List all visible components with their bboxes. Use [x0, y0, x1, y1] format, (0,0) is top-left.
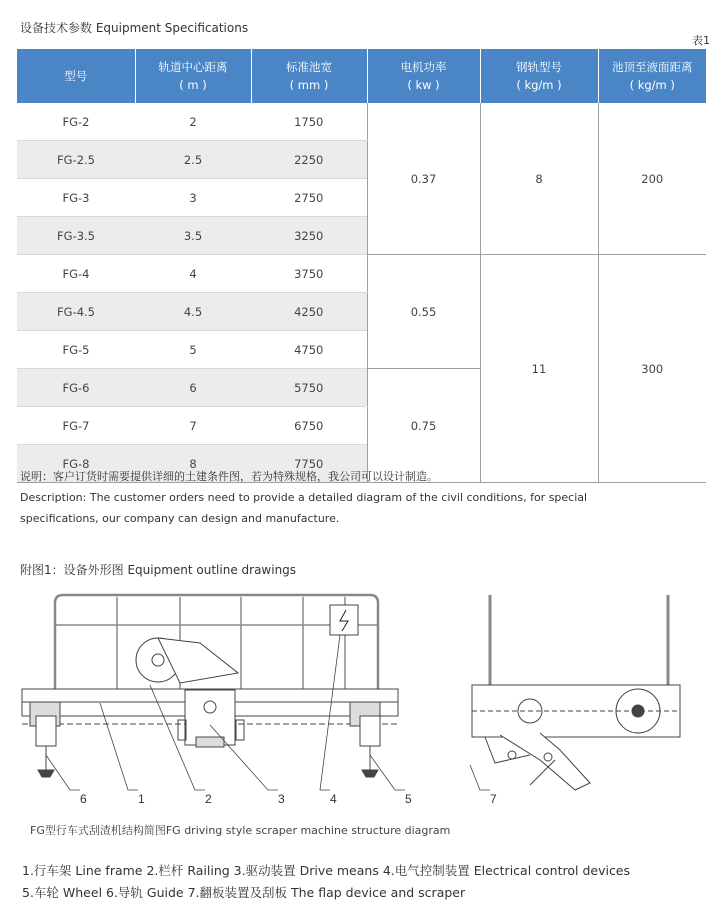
note-cn: 说明：客户订货时需要提供详细的土建条件图，若为特殊规格，我公司可以设计制造。 [20, 470, 438, 483]
cell-model: FG-3.5 [17, 217, 135, 255]
cell-model: FG-8 [17, 445, 135, 483]
column-header: 电机功率 ( kw ) [367, 49, 480, 103]
cell-distance: 300 [598, 255, 706, 483]
callout-numbers [80, 792, 497, 806]
cell-rail: 2 [135, 103, 251, 141]
callout-5: 5 [405, 792, 412, 806]
cell-width: 7750 [251, 445, 367, 483]
cell-width: 4250 [251, 293, 367, 331]
callout-2: 2 [205, 792, 212, 806]
cell-power: 0.37 [367, 103, 480, 255]
drawing-title: 附图1：设备外形图 Equipment outline drawings [20, 563, 297, 577]
cell-width: 3250 [251, 217, 367, 255]
cell-power: 0.55 [367, 255, 480, 369]
callout-3: 3 [278, 792, 285, 806]
cell-model: FG-3 [17, 179, 135, 217]
cell-width: 1750 [251, 103, 367, 141]
wheel-right [360, 716, 380, 777]
cell-rail: 6 [135, 369, 251, 407]
column-header: 钢轨型号 ( kg/m ) [480, 49, 598, 103]
cell-rail: 5 [135, 331, 251, 369]
cell-rail: 2.5 [135, 141, 251, 179]
column-header: 型号 [17, 49, 135, 103]
table-row [17, 255, 706, 293]
cell-rail: 3 [135, 179, 251, 217]
legend-line2: 5.车轮 Wheel 6.导轨 Guide 7.翻板装置及刮板 The flap device and scraper [22, 885, 466, 900]
note-en-line2: specifications, our company can design and manufacture. [20, 512, 340, 525]
cell-rail: 4 [135, 255, 251, 293]
cell-rail: 3.5 [135, 217, 251, 255]
cell-model: FG-4.5 [17, 293, 135, 331]
cell-width: 4750 [251, 331, 367, 369]
callout-6: 6 [80, 792, 87, 806]
callout-4: 4 [330, 792, 337, 806]
cell-model: FG-6 [17, 369, 135, 407]
cell-distance: 200 [598, 103, 706, 255]
cell-model: FG-2 [17, 103, 135, 141]
cell-rail-type: 8 [480, 103, 598, 255]
table-header-row [17, 49, 706, 103]
note-en-line1: Description: The customer orders need to provide a detailed diagram of the civil conditions, for special [20, 491, 588, 504]
outline-drawing [0, 585, 722, 815]
cell-power: 0.75 [367, 369, 480, 483]
cell-model: FG-2.5 [17, 141, 135, 179]
spec-table [17, 49, 706, 483]
column-header: 标准池宽 ( mm ) [251, 49, 367, 103]
column-header: 轨道中心距离 ( m ) [135, 49, 251, 103]
table-row [17, 103, 706, 141]
legend-line1: 1.行车架 Line frame 2.栏杆 Railing 3.驱动装置 Drive means 4.电气控制装置 Electrical control devices [22, 863, 631, 878]
cell-model: FG-4 [17, 255, 135, 293]
cell-width: 5750 [251, 369, 367, 407]
callout-7: 7 [490, 792, 497, 806]
cell-model: FG-5 [17, 331, 135, 369]
section-title: 设备技术参数 Equipment Specifications [20, 21, 249, 35]
cell-width: 2250 [251, 141, 367, 179]
column-header: 池顶至液面距离 ( kg/m ) [598, 49, 706, 103]
wheel-left [36, 716, 56, 777]
cell-rail: 8 [135, 445, 251, 483]
callout-1: 1 [138, 792, 145, 806]
table-number: 表1 [692, 34, 710, 47]
cell-width: 3750 [251, 255, 367, 293]
cell-rail: 7 [135, 407, 251, 445]
side-view [472, 595, 680, 790]
cell-rail: 4.5 [135, 293, 251, 331]
electrical-control-box [330, 605, 358, 635]
cell-width: 6750 [251, 407, 367, 445]
drawing-caption: FG型行车式刮渣机结构简图FG driving style scraper machine structure diagram [30, 824, 451, 837]
cell-rail-type: 11 [480, 255, 598, 483]
cell-width: 2750 [251, 179, 367, 217]
cell-model: FG-7 [17, 407, 135, 445]
